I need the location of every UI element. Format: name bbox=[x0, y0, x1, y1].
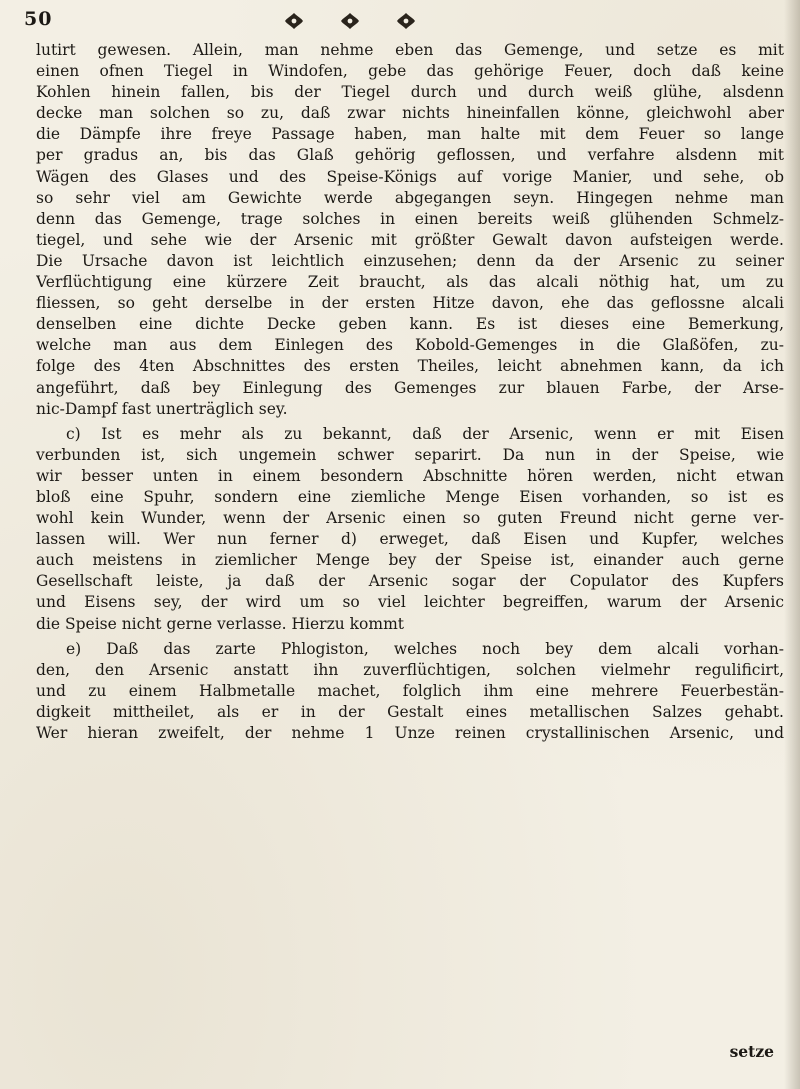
text-line: verbunden ist, sich ungemein schwer separirt. Da nun in der Speise, wie bbox=[36, 445, 784, 464]
paragraph-2-cont bbox=[36, 445, 784, 635]
page-header bbox=[24, 8, 784, 38]
spine-shadow bbox=[784, 0, 800, 1089]
text-line: lassen will. Wer nun ferner d) erweget, daß Eisen und Kupfer, welches bbox=[36, 530, 784, 549]
text-line: Die Ursache davon ist leichtlich einzusehen; denn da der Arsenic zu seiner bbox=[36, 251, 784, 270]
text-line: welche man aus dem Einlegen des Kobold-Gemenges in die Glaßöfen, zu- bbox=[36, 336, 784, 355]
text-line: einen ofnen Tiegel in Windofen, gebe das gehörige Feuer, doch daß keine bbox=[36, 62, 784, 81]
text-line: denselben eine dichte Decke geben kann. Es ist dieses eine Bemerkung, bbox=[36, 315, 784, 334]
floral-ornament-icon bbox=[284, 12, 304, 30]
text-line: wohl kein Wunder, wenn der Arsenic einen so guten Freund nicht gerne ver- bbox=[36, 509, 784, 528]
text-line: Wägen des Glases und des Speise-Königs auf vorige Manier, und sehe, ob bbox=[36, 167, 784, 186]
text-line: Verflüchtigung eine kürzere Zeit braucht, als das alcali nöthig hat, um zu bbox=[36, 273, 784, 292]
floral-ornament-icon bbox=[396, 12, 416, 30]
text-line: wir besser unten in einem besondern Abschnitte hören werden, nicht etwan bbox=[36, 466, 784, 485]
text-line: per gradus an, bis das Glaß gehörig geflossen, und verfahre alsdenn mit bbox=[36, 146, 784, 165]
text-line: Kohlen hinein fallen, bis der Tiegel durch und durch weiß glühe, alsdenn bbox=[36, 83, 784, 102]
header-ornaments bbox=[284, 8, 444, 34]
text-line: angeführt, daß bey Einlegung des Gemenges zur blauen Farbe, der Arse- bbox=[36, 378, 784, 397]
text-line: den, den Arsenic anstatt ihn zuverflüchtigen, solchen vielmehr regulificirt, bbox=[36, 660, 784, 679]
text-line: tiegel, und sehe wie der Arsenic mit größter Gewalt davon aufsteigen werde. bbox=[36, 230, 784, 249]
text-line: e) Daß das zarte Phlogiston, welches noch bey dem alcali vorhan- bbox=[66, 639, 784, 658]
text-line: die Speise nicht gerne verlasse. Hierzu kommt bbox=[36, 614, 405, 633]
text-line: und zu einem Halbmetalle machet, folglich ihm eine mehrere Feuerbestän- bbox=[36, 681, 784, 700]
text-line: digkeit mittheilet, als er in der Gestalt eines metallischen Salzes gehabt. bbox=[36, 702, 784, 721]
text-line: decke man solchen so zu, daß zwar nichts hineinfallen könne, gleichwohl aber bbox=[36, 104, 784, 123]
text-line: auch meistens in ziemlicher Menge bey der Speise ist, einander auch gerne bbox=[36, 551, 784, 570]
text-line: die Dämpfe ihre freye Passage haben, man halte mit dem Feuer so lange bbox=[36, 125, 784, 144]
paragraph-2 bbox=[36, 424, 784, 445]
text-line: und Eisens sey, der wird um so viel leichter begreiffen, warum der Arsenic bbox=[36, 593, 784, 612]
text-line: Gesellschaft leiste, ja daß der Arsenic sogar der Copulator des Kupfers bbox=[36, 572, 784, 591]
floral-ornament-icon bbox=[340, 12, 360, 30]
page-number: 50 bbox=[24, 8, 53, 30]
text-line: fliessen, so geht derselbe in der ersten Hitze davon, ehe das geflossne alcali bbox=[36, 294, 784, 313]
text-line: bloß eine Spuhr, sondern eine ziemliche Menge Eisen vorhanden, so ist es bbox=[36, 487, 784, 506]
text-line: lutirt gewesen. Allein, man nehme eben das Gemenge, und setze es mit bbox=[36, 41, 784, 59]
paragraph-3-cont bbox=[36, 660, 784, 744]
text-line: Wer hieran zweifelt, der nehme 1 Unze reinen crystallinischen Arsenic, und bbox=[36, 724, 784, 742]
body-text bbox=[36, 40, 784, 744]
text-line: so sehr viel am Gewichte werde abgegangen seyn. Hingegen nehme man bbox=[36, 188, 784, 207]
paragraph-1 bbox=[36, 40, 784, 420]
text-line: folge des 4ten Abschnittes des ersten Theiles, leicht abnehmen kann, da ich bbox=[36, 357, 784, 376]
text-line: nic-Dampf fast unerträglich sey. bbox=[36, 399, 288, 418]
text-line: c) Ist es mehr als zu bekannt, daß der Arsenic, wenn er mit Eisen bbox=[66, 424, 784, 443]
paragraph-3 bbox=[36, 639, 784, 660]
text-line: denn das Gemenge, trage solches in einen bereits weiß glühenden Schmelz- bbox=[36, 209, 784, 228]
catchword: setze bbox=[729, 1042, 774, 1061]
